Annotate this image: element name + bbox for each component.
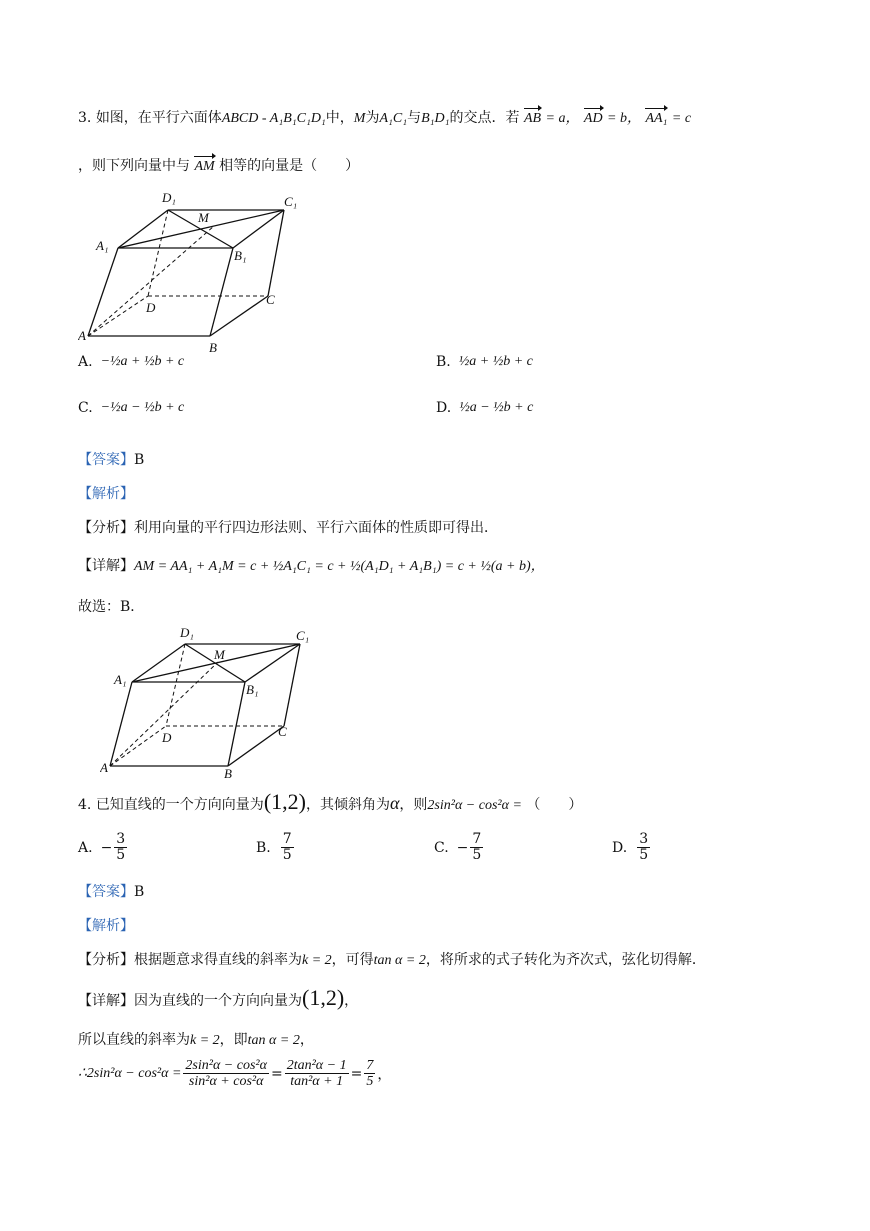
q3-line2-b: 相等的向量是（ ）	[219, 158, 360, 174]
q4-option-b-label: B.	[256, 839, 271, 856]
label-c1: C₁	[284, 194, 298, 209]
q4-option-d	[612, 832, 652, 863]
label2-c: C	[278, 724, 287, 739]
label2-b1: B₁	[246, 682, 259, 697]
q4-fenxi-1: 根据题意求得直线的斜率为	[134, 952, 302, 968]
q3-option-b	[436, 354, 533, 370]
parallelepiped-figure-1	[78, 184, 318, 356]
q3-stem-1: 如图，在平行六面体	[95, 110, 222, 126]
q3-option-a	[78, 354, 184, 370]
label2-a: A	[100, 760, 108, 775]
q4-option-d-fraction	[637, 832, 650, 863]
q4-option-c	[434, 832, 485, 863]
q4-eq-1: =	[270, 1065, 283, 1082]
q3-option-d-expr: ½a − ½b + c	[459, 400, 534, 415]
q4-option-c-num: 7	[472, 831, 482, 847]
q4-fraction-2	[285, 1058, 349, 1089]
q4-fenxi-k: k = 2	[302, 953, 332, 968]
q3-conclusion: 故选：B．	[78, 599, 145, 615]
q4-analysis-tag: 【解析】	[78, 918, 134, 934]
q4-fenxi-3: ，将所求的式子转化为齐次式，弦化切得解．	[425, 952, 706, 968]
q4-f3-num: 7	[366, 1058, 374, 1073]
q4-fraction-3	[364, 1058, 375, 1089]
q3-fenxi	[78, 518, 498, 538]
q3-fenxi-tag: 【分析】	[78, 520, 134, 536]
q3-answer-value: B	[134, 452, 145, 468]
q4-f3-den: 5	[366, 1074, 374, 1089]
q3-vec-ab: AB	[524, 109, 541, 129]
q3-body-name: ABCD - A₁B₁C₁D₁	[221, 111, 326, 126]
q4-slope-line	[78, 1030, 314, 1051]
q4-slope-k: k = 2	[190, 1033, 220, 1048]
q4-fraction-1	[183, 1058, 269, 1089]
q4-stem-1: 已知直线的一个方向向量为	[95, 797, 264, 813]
q4-xiangjie-1b: ，	[344, 993, 359, 1009]
q3-answer	[78, 450, 144, 470]
parallelepiped-figure-2	[100, 624, 322, 784]
q4-answer	[78, 882, 144, 902]
q3-stem-8: 的交点．若	[449, 110, 520, 126]
q3-option-d-label: D.	[436, 400, 452, 416]
q3-xiangjie	[78, 556, 545, 577]
q4-option-a-den: 5	[116, 847, 126, 863]
q4-option-b-num: 7	[282, 831, 292, 847]
q4-option-a-num: 3	[116, 831, 126, 847]
q4-fenxi-2: ，可得	[331, 952, 374, 968]
q4-option-a-fraction	[114, 832, 127, 863]
label-d1: D₁	[162, 190, 176, 205]
q4-f1-num: 2sin²α − cos²α	[185, 1058, 267, 1073]
label2-b: B	[224, 766, 232, 781]
q4-stem-4: （ ）	[526, 797, 583, 813]
q3-eq-a: = a，	[545, 111, 580, 126]
label2-a1: A₁	[114, 672, 127, 687]
q4-option-d-den: 5	[639, 847, 649, 863]
q3-fenxi-text: 利用向量的平行四边形法则、平行六面体的性质即可得出．	[134, 520, 498, 536]
label-c: C	[266, 292, 275, 307]
label2-d1: D₁	[180, 625, 194, 640]
label-a1: A₁	[96, 238, 109, 253]
q4-option-c-fraction	[470, 832, 483, 863]
q4-answer-tag: 【答案】	[78, 884, 134, 900]
label-b1: B₁	[234, 248, 247, 263]
q3-analysis-tag: 【解析】	[78, 486, 134, 502]
q3-seg-b1d1: B₁D₁	[421, 111, 450, 126]
q3-vec-ad: AD	[584, 109, 603, 129]
q4-tail: ，	[377, 1066, 392, 1083]
q4-slope-tan: tan α = 2	[247, 1033, 300, 1048]
q4-stem	[78, 789, 583, 816]
q4-option-a	[78, 832, 129, 863]
q4-option-d-label: D.	[612, 839, 628, 856]
q3-stem-line2	[78, 156, 359, 177]
label2-d: D	[162, 730, 172, 745]
q4-xiangjie-dir: (1,2)	[302, 985, 345, 1010]
q4-option-a-sign: −	[100, 839, 113, 856]
q4-expression: 2sin²α − cos²α =	[427, 798, 522, 813]
q4-fenxi	[78, 950, 706, 971]
q4-xiangjie-1: 因为直线的一个方向向量为	[134, 993, 302, 1009]
q4-option-b	[256, 832, 296, 863]
q4-xiangjie	[78, 985, 359, 1011]
q4-final-lhs: ∴2sin²α − cos²α =	[78, 1066, 182, 1081]
q3-number: 3.	[78, 110, 92, 126]
q3-xiangjie-tag: 【详解】	[78, 558, 134, 574]
q3-option-c-expr: −½a − ½b + c	[100, 400, 185, 415]
q3-option-b-expr: ½a + ½b + c	[458, 354, 533, 369]
q4-final-derivation	[78, 1058, 391, 1089]
q4-option-c-label: C.	[434, 839, 449, 856]
q4-stem-3: ，则	[399, 797, 428, 813]
q4-slope-2: ，即	[219, 1032, 248, 1048]
q4-fenxi-tag: 【分析】	[78, 952, 134, 968]
q4-f2-num: 2tan²α − 1	[286, 1058, 347, 1073]
q3-eq-c: = c	[671, 111, 692, 126]
q3-stem-6: 与	[407, 110, 422, 126]
q3-option-d	[436, 400, 533, 416]
q4-answer-value: B	[134, 884, 145, 900]
q3-answer-tag: 【答案】	[78, 452, 134, 468]
q4-option-a-label: A.	[78, 839, 93, 856]
q3-xiangjie-expr: AM = AA₁ + A₁M = c + ½A₁C₁ = c + ½(A₁D₁ + A₁B₁) = c + ½(a + b)，	[134, 559, 545, 574]
label-b: B	[209, 340, 217, 355]
q3-seg-a1c1: A₁C₁	[379, 111, 408, 126]
q3-option-c-label: C.	[78, 400, 93, 416]
q4-number: 4.	[78, 797, 92, 813]
label-m: M	[198, 210, 209, 225]
q3-stem-2: 中，	[325, 110, 354, 126]
q3-line2-a: ，则下列向量中与	[78, 158, 190, 174]
q3-option-c	[78, 400, 184, 416]
q3-option-b-label: B.	[436, 354, 451, 370]
q3-vec-am: AM	[194, 157, 214, 177]
label2-m: M	[214, 647, 225, 662]
q3-stem-line1	[78, 108, 691, 129]
q4-slope-3: ，	[299, 1032, 314, 1048]
q4-option-b-den: 5	[282, 847, 292, 863]
q3-vec-aa1: AA₁	[645, 109, 667, 129]
q4-fenxi-tan: tan α = 2	[373, 953, 426, 968]
q3-option-a-expr: −½a + ½b + c	[100, 354, 185, 369]
label-d: D	[146, 300, 156, 315]
q4-option-c-den: 5	[472, 847, 482, 863]
q3-stem-4: 为	[365, 110, 380, 126]
q4-option-d-num: 3	[639, 831, 649, 847]
label2-c1: C₁	[296, 628, 310, 643]
label-a: A	[78, 328, 86, 343]
q4-slope-1: 所以直线的斜率为	[78, 1032, 190, 1048]
q4-eq-2: =	[350, 1065, 363, 1082]
q4-f2-den: tan²α + 1	[290, 1074, 344, 1089]
q4-option-b-fraction	[281, 832, 294, 863]
q4-stem-2: ，其倾斜角为	[305, 797, 390, 813]
q4-f1-den: sin²α + cos²α	[188, 1074, 264, 1089]
q4-alpha: α	[389, 793, 400, 813]
q3-point-m: M	[353, 111, 366, 126]
q4-xiangjie-tag: 【详解】	[78, 993, 134, 1009]
q4-option-c-sign: −	[456, 839, 469, 856]
q4-direction-vector: (1,2)	[263, 789, 306, 814]
q3-option-a-label: A.	[78, 354, 93, 370]
q3-eq-b: = b，	[607, 111, 641, 126]
